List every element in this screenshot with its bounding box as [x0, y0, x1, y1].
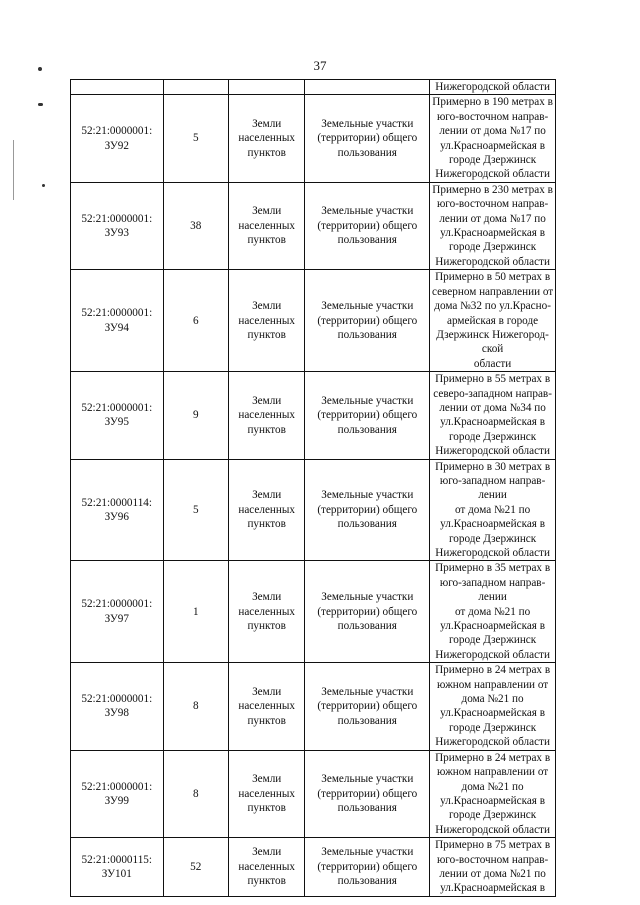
cell-location: Примерно в 24 метрах в южном направлении от дома №21 по ул.Красноармейская в городе Дзержинск Нижегородской области: [430, 663, 556, 750]
cell-location: Примерно в 75 метрах в юго-восточном направ- лении от дома №21 по ул.Красноармейская в: [430, 838, 556, 897]
cell-id: 52:21:0000001: ЗУ97: [71, 561, 164, 663]
cell-category: Земли населенных пунктов: [228, 750, 304, 837]
cell-location: Примерно в 55 метрах в северо-западном направ- лении от дома №34 по ул.Красноармейская в городе Дзержинск Нижегородской области: [430, 372, 556, 459]
cell-location: Примерно в 50 метрах в северном направлении от дома №32 по ул.Красно- армейская в городе Дзержинск Нижегород-ской области: [430, 270, 556, 372]
cell-area: 9: [163, 372, 228, 459]
cell-location: Примерно в 30 метрах в юго-западном направ-лении от дома №21 по ул.Красноармейская в городе Дзержинск Нижегородской области: [430, 459, 556, 561]
cell-use: Земельные участки (территории) общего пользования: [305, 838, 430, 897]
table-row: [71, 95, 556, 182]
cell-use: Земельные участки (территории) общего пользования: [305, 561, 430, 663]
cell-category: Земли населенных пунктов: [228, 95, 304, 182]
cell-category: Земли населенных пунктов: [228, 182, 304, 269]
cell-id: 52:21:0000001: ЗУ93: [71, 182, 164, 269]
cell-category: Земли населенных пунктов: [228, 663, 304, 750]
table-row-continuation: [71, 80, 556, 95]
cell-use: Земельные участки (территории) общего пользования: [305, 663, 430, 750]
cell-location: Нижегородской области: [430, 80, 556, 95]
cell-category: [228, 80, 304, 95]
cell-location: Примерно в 190 метрах в юго-восточном направ- лении от дома №17 по ул.Красноармейская в городе Дзержинск Нижегородской области: [430, 95, 556, 182]
cell-use: Земельные участки (территории) общего пользования: [305, 270, 430, 372]
cell-area: [163, 80, 228, 95]
table-row: [71, 459, 556, 561]
cell-use: Земельные участки (территории) общего пользования: [305, 372, 430, 459]
cell-id: 52:21:0000115: ЗУ101: [71, 838, 164, 897]
cell-id: 52:21:0000001: ЗУ95: [71, 372, 164, 459]
cell-id: 52:21:0000001: ЗУ98: [71, 663, 164, 750]
cell-area: 1: [163, 561, 228, 663]
cell-category: Земли населенных пунктов: [228, 459, 304, 561]
cell-area: 38: [163, 182, 228, 269]
cell-category: Земли населенных пунктов: [228, 561, 304, 663]
page-number: 37: [313, 58, 327, 73]
cell-area: 8: [163, 750, 228, 837]
cell-area: 8: [163, 663, 228, 750]
cell-category: Земли населенных пунктов: [228, 270, 304, 372]
cell-id: 52:21:0000001: ЗУ99: [71, 750, 164, 837]
land-plots-table: [70, 79, 556, 897]
cell-area: 6: [163, 270, 228, 372]
cell-use: Земельные участки (территории) общего пользования: [305, 750, 430, 837]
cell-id: 52:21:0000001: ЗУ92: [71, 95, 164, 182]
cell-location: Примерно в 230 метрах в юго-восточном направ- лении от дома №17 по ул.Красноармейская в городе Дзержинск Нижегородской области: [430, 182, 556, 269]
table-row: [71, 750, 556, 837]
scan-mark: [42, 184, 45, 187]
cell-id: 52:21:0000114: ЗУ96: [71, 459, 164, 561]
cell-area: 5: [163, 95, 228, 182]
table-row: [71, 182, 556, 269]
scan-mark: [13, 140, 14, 200]
cell-id: [71, 80, 164, 95]
cell-category: Земли населенных пунктов: [228, 372, 304, 459]
scan-mark: [38, 67, 42, 71]
cell-use: [305, 80, 430, 95]
table-row: [71, 372, 556, 459]
cell-area: 5: [163, 459, 228, 561]
table-row: [71, 663, 556, 750]
cell-category: Земли населенных пунктов: [228, 838, 304, 897]
cell-area: 52: [163, 838, 228, 897]
table-row: [71, 561, 556, 663]
cell-location: Примерно в 24 метрах в южном направлении от дома №21 по ул.Красноармейская в городе Дзержинск Нижегородской области: [430, 750, 556, 837]
scan-mark: [38, 103, 43, 106]
table-row: [71, 838, 556, 897]
cell-use: Земельные участки (территории) общего пользования: [305, 182, 430, 269]
table-row: [71, 270, 556, 372]
cell-id: 52:21:0000001: ЗУ94: [71, 270, 164, 372]
cell-location: Примерно в 35 метрах в юго-западном направ-лении от дома №21 по ул.Красноармейская в городе Дзержинск Нижегородской области: [430, 561, 556, 663]
cell-use: Земельные участки (территории) общего пользования: [305, 95, 430, 182]
cell-use: Земельные участки (территории) общего пользования: [305, 459, 430, 561]
